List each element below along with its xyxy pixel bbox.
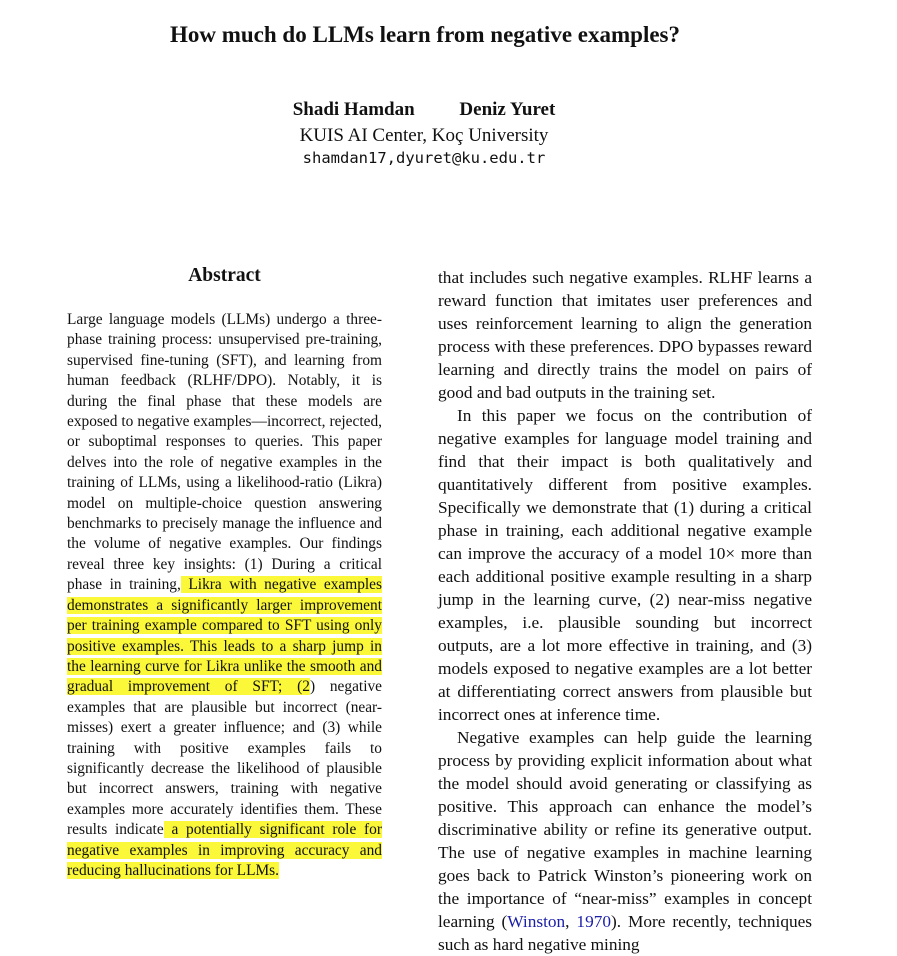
paragraph-text: Negative examples can help guide the learning process by providing explicit information about what the model should avoid generating or classifying as positive. This approach can enhance the model’s discriminative ability or refine its generative output. The use of negative examples in machine learning goes back to Patrick Winston’s pioneering work on the importance of “near-miss” examples in concept learning ( bbox=[438, 728, 812, 931]
paragraph-text: In this paper we focus on the contribution of negative examples for language model training and find that their impact is both qualitatively and quantitatively different from positive examples. Specifically we demonstrate that (1) during a critical phase in training, each additional negative example can improve the accuracy of a model 10 bbox=[438, 406, 812, 563]
author-affiliation: KUIS AI Center, Koç University bbox=[299, 125, 549, 146]
body-paragraph bbox=[438, 726, 812, 956]
abstract-text: Large language models (LLMs) undergo a three-phase training process: unsupervised pre-training, supervised fine-tuning (SFT), and learning from human feedback (RLHF/DPO). Notably, it is during the final phase that these models are exposed to negative examples—incorrect, rejected, or suboptimal responses to queries. This paper delves into the role of negative examples in the training of LLMs, using a likelihood-ratio (Likra) model on multiple-choice question answering benchmarks to precisely manage the influence and the volume of negative examples. Our findings reveal three key insights: (1) During a critical phase in training, bbox=[67, 311, 382, 594]
abstract-heading: Abstract bbox=[188, 265, 261, 286]
times-symbol: × bbox=[725, 544, 736, 563]
paper-title: How much do LLMs learn from negative examples? bbox=[169, 22, 680, 47]
citation-link[interactable]: 1970 bbox=[576, 912, 611, 931]
author-name: Deniz Yuret bbox=[459, 99, 556, 120]
body-paragraph: that includes such negative examples. RLHF learns a reward function that imitates user preferences and uses reinforcement learning to align the generation process with these preferences. DPO bypasses reward learning and directly trains the model on pairs of good and bad outputs in the training set. bbox=[438, 268, 812, 402]
author-email: shamdan17,dyuret@ku.edu.tr bbox=[302, 149, 546, 167]
author-list bbox=[0, 99, 848, 121]
paragraph-text: ). More recently, techniques such as hard negative mining bbox=[438, 912, 812, 954]
body-paragraph bbox=[438, 404, 812, 726]
paragraph-text: more than each additional positive example resulting in a sharp jump in the learning curve, (2) near-miss negative examples, i.e. plausible sounding but incorrect outputs, are a lot more effective in training, and (3) models exposed to negative examples are a lot better at differentiating correct answers from plausible but incorrect ones at inference time. bbox=[438, 544, 812, 724]
abstract-body bbox=[67, 310, 382, 881]
abstract-text: ) negative examples that are plausible but incorrect (near-misses) exert a greater influence; and (3) while training with positive examples fails to significantly decrease the likelihood of plausible but incorrect answers, training with negative examples more accurately identifies them. These results indicate bbox=[67, 678, 382, 839]
highlight: a potentially significant role for negative examples in improving accuracy and reducing hallucinations for LLMs. bbox=[67, 821, 383, 879]
author-name: Shadi Hamdan bbox=[292, 99, 415, 120]
citation-link[interactable]: Winston bbox=[507, 912, 566, 931]
citation-separator: , bbox=[565, 912, 577, 931]
highlight: Likra with negative examples demonstrates a significantly larger improvement per training example compared to SFT using only positive examples. This leads to a sharp jump in the learning curve for Likra unlike the smooth and gradual improvement of SFT; (2 bbox=[67, 576, 382, 696]
body-column bbox=[438, 266, 812, 956]
